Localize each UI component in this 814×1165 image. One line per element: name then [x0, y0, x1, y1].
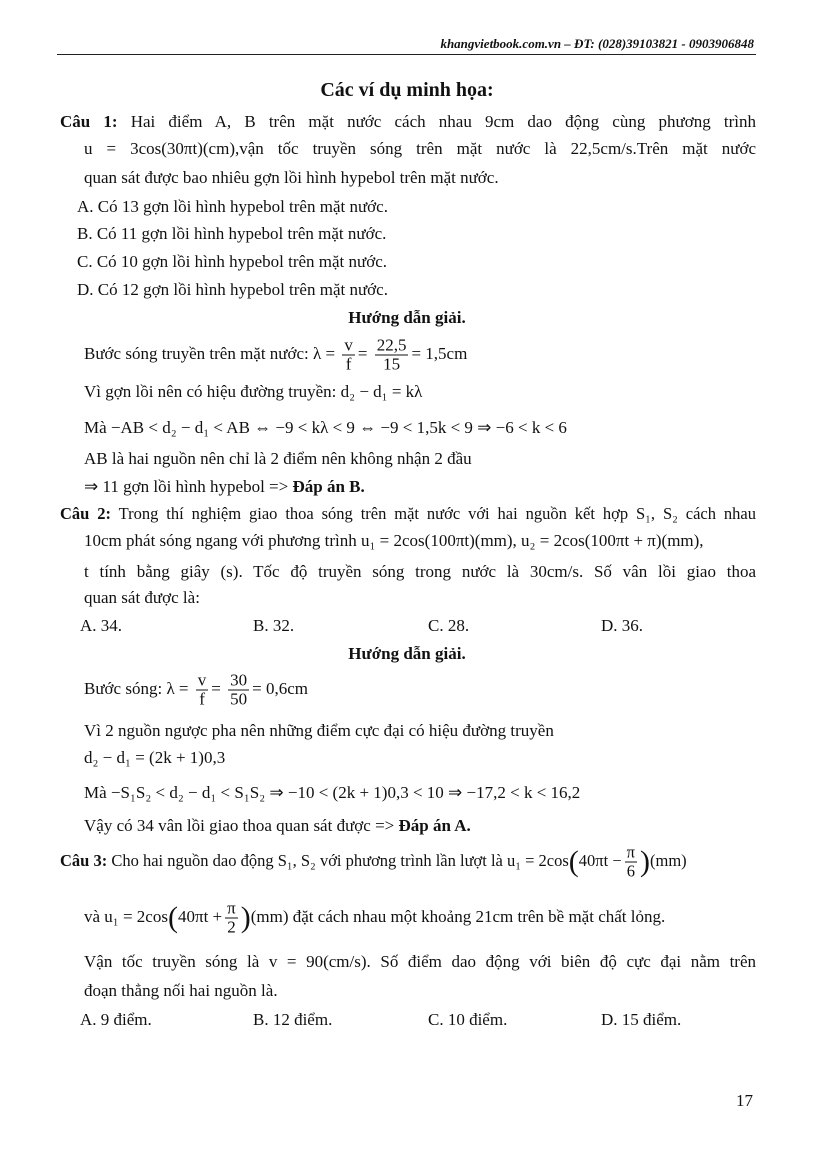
- q3-option-b: B. 12 điểm.: [253, 1010, 333, 1029]
- q2-step3: d₂ − d₁ = (2k + 1)0,3: [84, 748, 226, 767]
- equals: =: [357, 343, 368, 363]
- q1-equation: u = 3cos(30πt)(cm): [84, 139, 235, 158]
- q1-step3: Mà −AB < d₂ − d₁ < AB ⇔ −9 < kλ < 9 ⇔ −9 < 1,5k < 9 ⇒ −6 < k < 6: [84, 418, 567, 437]
- q3-eq2-arg: 40πt +: [177, 906, 223, 926]
- q3-option-c: C. 10 điểm.: [428, 1010, 508, 1029]
- q3-eq2: u₁ = 2cos: [104, 906, 168, 926]
- q2-text2: 10cm phát sóng ngang với phương trình: [84, 531, 361, 550]
- q1-step2: [84, 381, 422, 403]
- lambda: λ =: [313, 343, 336, 363]
- numerator: 22,5: [376, 335, 407, 355]
- q3-line2: [84, 900, 665, 937]
- equals: =: [211, 678, 221, 698]
- fraction: [342, 337, 355, 374]
- header-rule: [57, 54, 756, 55]
- q2-option-d: D. 36.: [601, 616, 644, 635]
- paren: ): [640, 845, 650, 878]
- q2-conclusion: Vậy có 34 vân lồi giao thoa quan sát được =>: [84, 816, 399, 835]
- q1-option-a: A. Có 13 gợn lồi hình hypebol trên mặt nước.: [77, 197, 388, 216]
- q1-step1-text: Bước sóng truyền trên mặt nước:: [84, 343, 314, 363]
- page-number: 17: [736, 1091, 753, 1110]
- q1-option-d: D. Có 12 gợn lồi hình hypebol trên mặt nước.: [77, 280, 388, 299]
- q2-option-b: B. 32.: [253, 616, 295, 635]
- q3-option-d: D. 15 điểm.: [601, 1010, 682, 1029]
- q3-eq2-unit: (mm): [250, 906, 289, 926]
- fraction: [375, 337, 409, 374]
- numerator: π: [626, 842, 635, 862]
- page-header: khangvietbook.com.vn – ĐT: (028)39103821 - 0903906848: [440, 36, 754, 51]
- q1-text: Hai điểm A, B trên mặt nước cách nhau 9cm dao động cùng phương trình: [117, 112, 756, 131]
- q3-text-va: và: [84, 906, 105, 926]
- denominator: 50: [230, 689, 248, 709]
- q2-line2: [84, 530, 704, 552]
- q3-eq1: u₁ = 2cos: [506, 850, 569, 870]
- fraction: [196, 672, 209, 709]
- q1-step2-text: Vì gợn lồi nên có hiệu đường truyền:: [84, 382, 341, 401]
- q1-label: Câu 1:: [60, 112, 118, 131]
- q2-label: Câu 2:: [60, 504, 111, 523]
- q3-line1: [60, 844, 687, 881]
- fraction: [225, 900, 238, 937]
- q1-conclusion: ⇒ 11 gợn lồi hình hypebol =>: [84, 477, 293, 496]
- q2-line4: quan sát được là:: [84, 588, 200, 607]
- denominator: 2: [227, 917, 236, 937]
- fraction: [625, 844, 637, 881]
- q1-text2: ,vận tốc truyền sóng trên mặt nước là 22,5cm/s.Trên mặt nước: [235, 139, 757, 158]
- lambda: λ =: [166, 678, 189, 698]
- denominator: 6: [626, 861, 635, 881]
- q1-guide-heading: Hướng dẫn giải.: [348, 308, 466, 327]
- q2-step5: [84, 815, 471, 837]
- q2-option-c: C. 28.: [428, 616, 470, 635]
- q1-line3: quan sát được bao nhiêu gợn lồi hình hypebol trên mặt nước.: [84, 168, 499, 187]
- q2-step1: [84, 672, 308, 709]
- q2-equation: u₁ = 2cos(100πt)(mm), u₂ = 2cos(100πt + π)(mm),: [360, 531, 704, 550]
- q3-line3: Vận tốc truyền sóng là v = 90(cm/s). Số điểm dao động với biên độ cực đại nằm trên: [84, 952, 756, 971]
- q3-text: Cho hai nguồn dao động S₁, S₂ với phương trình lần lượt là: [107, 850, 507, 870]
- q3-line4: đoạn thẳng nối hai nguồn là.: [84, 981, 278, 1000]
- q3-text2: đặt cách nhau một khoảng 21cm trên bề mặt chất lỏng.: [288, 906, 666, 926]
- q2-step1-text: Bước sóng:: [84, 678, 167, 698]
- numerator: v: [197, 670, 207, 690]
- denominator: 15: [383, 354, 401, 374]
- q2-option-a: A. 34.: [80, 616, 123, 635]
- paren: (: [167, 901, 178, 934]
- q1-option-c: C. Có 10 gợn lồi hình hypebol trên mặt nước.: [77, 252, 388, 271]
- numerator: 30: [230, 670, 248, 690]
- q2-guide-heading: Hướng dẫn giải.: [348, 644, 466, 663]
- q1-step2-math: d₂ − d₁ = kλ: [340, 382, 423, 401]
- numerator: π: [227, 898, 236, 918]
- q1-line1: [60, 111, 756, 133]
- q3-option-a: A. 9 điểm.: [80, 1010, 152, 1029]
- q2-text: Trong thí nghiệm giao thoa sóng trên mặt nước với hai nguồn kết hợp S₁, S₂ cách nhau: [111, 504, 756, 523]
- q2-step4: Mà −S₁S₂ < d₂ − d₁ < S₁S₂ ⇒ −10 < (2k + 1)0,3 < 10 ⇒ −17,2 < k < 16,2: [84, 783, 581, 802]
- q1-line2: [84, 138, 756, 160]
- q1-step4: AB là hai nguồn nên chỉ là 2 điểm nên không nhận 2 đầu: [84, 449, 472, 468]
- denominator: f: [345, 354, 352, 374]
- q1-answer: Đáp án B.: [292, 477, 365, 496]
- q3-eq1-unit: (mm): [650, 850, 687, 870]
- denominator: f: [199, 689, 205, 709]
- q1-option-b: B. Có 11 gợn lồi hình hypebol trên mặt nước.: [77, 224, 387, 243]
- q1-step5: [84, 476, 365, 498]
- paren: (: [568, 845, 579, 878]
- paren: ): [240, 901, 251, 934]
- q2-step2: Vì 2 nguồn ngược pha nên những điểm cực đại có hiệu đường truyền: [84, 721, 554, 740]
- section-title: Các ví dụ minh họa:: [320, 79, 494, 101]
- result: = 1,5cm: [411, 343, 468, 363]
- q3-label: Câu 3:: [60, 850, 108, 870]
- q1-step1: [84, 337, 467, 374]
- numerator: v: [344, 335, 353, 355]
- q2-answer: Đáp án A.: [398, 816, 471, 835]
- q3-eq1-arg: 40πt −: [578, 850, 622, 870]
- q2-line3: t tính bằng giây (s). Tốc độ truyền sóng trong nước là 30cm/s. Số vân lồi giao thoa: [84, 562, 756, 581]
- fraction: [228, 672, 249, 709]
- q2-line1: [60, 503, 756, 525]
- result: = 0,6cm: [252, 678, 308, 698]
